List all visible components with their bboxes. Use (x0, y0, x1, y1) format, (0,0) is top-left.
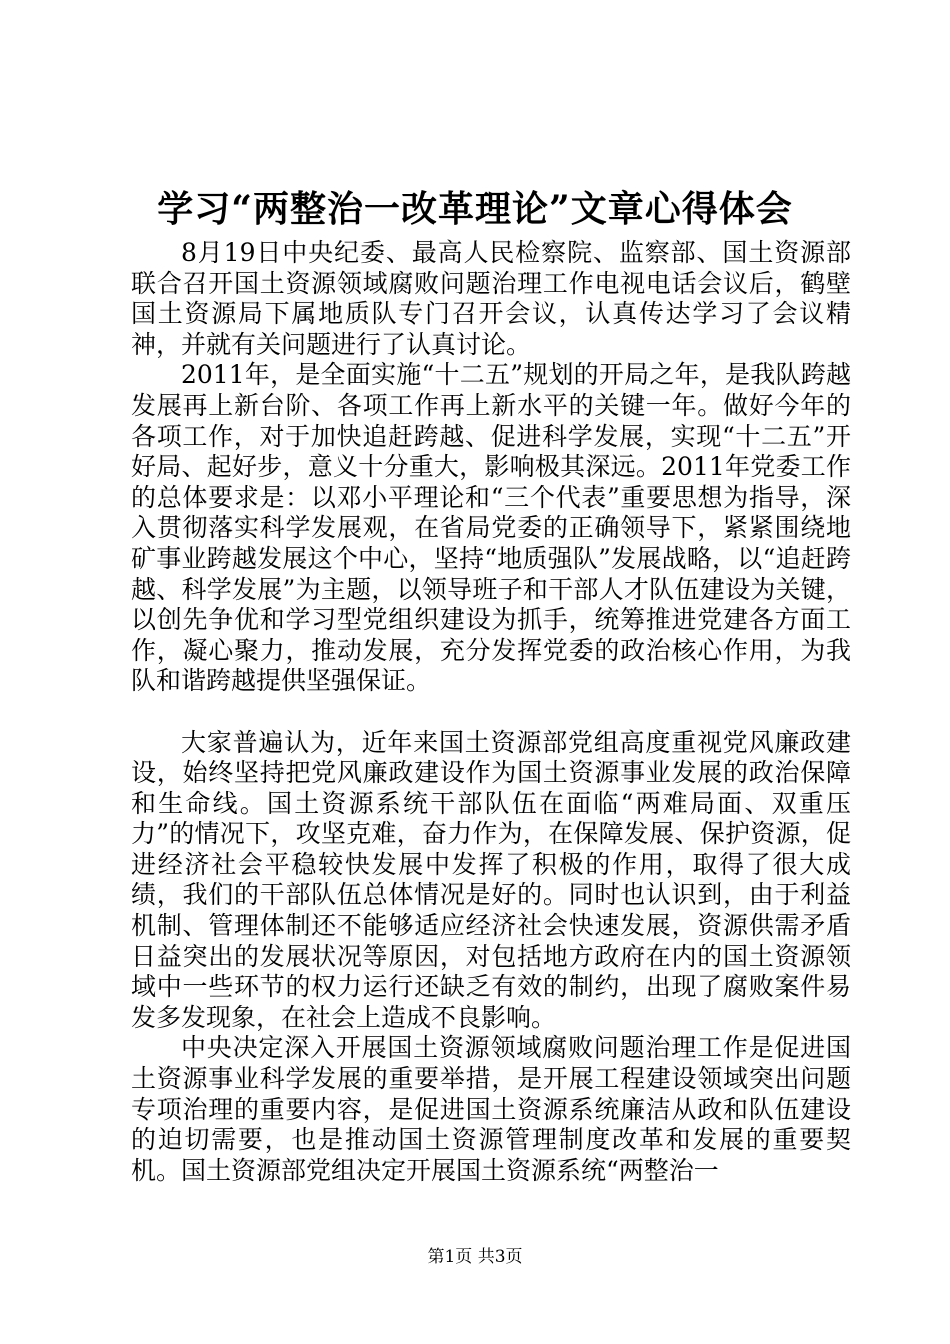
document-body (131, 238, 851, 1186)
paragraph-spacer (131, 697, 851, 728)
paragraph-1: 8月19日中央纪委、最高人民检察院、监察部、国土资源部联合召开国土资源领域腐败问题治理工作电视电话会议后，鹤壁国土资源局下属地质队专门召开会议，认真传达学习了会议精神，并就有关问题进行了认真讨论。 (131, 238, 851, 359)
paragraph-2: 2011年，是全面实施“十二五”规划的开局之年，是我队跨越发展再上新台阶、各项工作再上新水平的关键一年。做好今年的各项工作，对于加快追赶跨越、促进科学发展，实现“十二五”开好局、起好步，意义十分重大，影响极其深远。2011年党委工作的总体要求是：以邓小平理论和“三个代表”重要思想为指导，深入贯彻落实科学发展观，在省局党委的正确领导下，紧紧围绕地矿事业跨越发展这个中心，坚持“地质强队”发展战略，以“追赶跨越、科学发展”为主题，以领导班子和干部人才队伍建设为关键，以创先争优和学习型党组织建设为抓手，统筹推进党建各方面工作，凝心聚力，推动发展，充分发挥党委的政治核心作用，为我队和谐跨越提供坚强保证。 (131, 360, 851, 696)
page-number-footer: 第1页 共3页 (427, 1247, 523, 1267)
paragraph-3: 大家普遍认为，近年来国土资源部党组高度重视党风廉政建设，始终坚持把党风廉政建设作为国土资源事业发展的政治保障和生命线。国土资源系统干部队伍在面临“两难局面、双重压力”的情况下，攻坚克难，奋力作为，在保障发展、保护资源，促进经济社会平稳较快发展中发挥了积极的作用，取得了很大成绩，我们的干部队伍总体情况是好的。同时也认识到，由于利益机制、管理体制还不能够适应经济社会快速发展，资源供需矛盾日益突出的发展状况等原因，对包括地方政府在内的国土资源领域中一些环节的权力运行还缺乏有效的制约，出现了腐败案件易发多发现象，在社会上造成不良影响。 (131, 727, 851, 1032)
document-title: 学习“两整治一改革理论”文章心得体会 (157, 188, 793, 230)
paragraph-4: 中央决定深入开展国土资源领域腐败问题治理工作是促进国土资源事业科学发展的重要举措，是开展工程建设领域突出问题专项治理的重要内容，是促进国土资源系统廉洁从政和队伍建设的迫切需要，也是推动国土资源管理制度改革和发展的重要契机。国土资源部党组决定开展国土资源系统“两整治一 (131, 1033, 851, 1185)
